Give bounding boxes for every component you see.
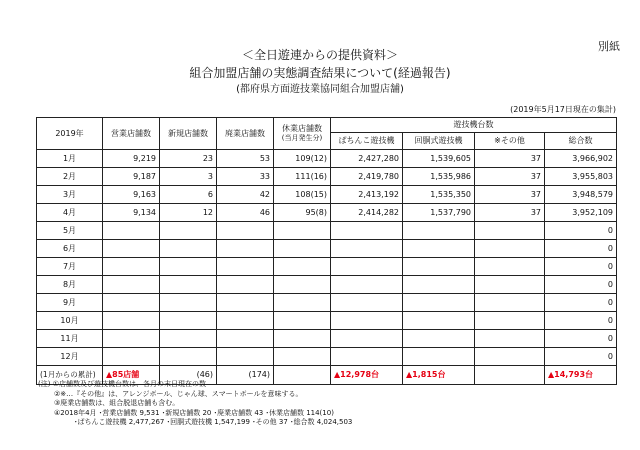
- note-line: ④2018年4月 ･営業店舗数 9,531 ･新規店舗数 20 ･廃業店舗数 43 ･休業店舗数 114(10): [54, 408, 334, 417]
- header-other: ※その他: [475, 133, 545, 150]
- month-cell: 4月: [37, 204, 103, 222]
- other-cell: [475, 222, 545, 240]
- pachinko-cell: [331, 258, 403, 276]
- closed-cell: [217, 312, 274, 330]
- closed-cell: [217, 348, 274, 366]
- suspended-cell: 108(15): [274, 186, 331, 204]
- cumulative-business: ▲85店舗: [103, 366, 160, 385]
- business-cell: [103, 258, 160, 276]
- closed-cell: [217, 294, 274, 312]
- note-line: ②※…『その他』は、アレンジボール、じゃん球、スマートボールを意味する。: [54, 389, 303, 398]
- new-cell: 6: [160, 186, 217, 204]
- month-cell: 12月: [37, 348, 103, 366]
- pachinko-cell: [331, 312, 403, 330]
- suspended-cell: [274, 348, 331, 366]
- table-row: [37, 348, 617, 366]
- pachinko-cell: 2,413,192: [331, 186, 403, 204]
- table-row: [37, 168, 617, 186]
- total-cell: 0: [545, 312, 617, 330]
- business-cell: 9,219: [103, 150, 160, 168]
- closed-cell: [217, 330, 274, 348]
- closed-cell: 33: [217, 168, 274, 186]
- cumulative-pachinko: ▲12,978台: [331, 366, 403, 385]
- suspended-cell: [274, 222, 331, 240]
- other-cell: 37: [475, 150, 545, 168]
- new-cell: 12: [160, 204, 217, 222]
- month-cell: 9月: [37, 294, 103, 312]
- table-row: [37, 330, 617, 348]
- new-cell: [160, 276, 217, 294]
- header-closed-stores: 廃業店舗数: [217, 118, 274, 150]
- kaiten-cell: [403, 258, 475, 276]
- other-cell: 37: [475, 186, 545, 204]
- other-cell: [475, 330, 545, 348]
- table-row: [37, 204, 617, 222]
- business-cell: [103, 222, 160, 240]
- pachinko-cell: [331, 294, 403, 312]
- business-cell: [103, 348, 160, 366]
- cumulative-kaiten: ▲1,815台: [403, 366, 475, 385]
- pachinko-cell: 2,427,280: [331, 150, 403, 168]
- total-cell: 0: [545, 258, 617, 276]
- new-cell: [160, 330, 217, 348]
- new-cell: [160, 222, 217, 240]
- note-line: (注) ①店舗数及び遊技機台数は、各月の末日現在の数: [38, 380, 206, 388]
- document-subtitle: 組合加盟店舗の実態調査結果について(経過報告): [189, 66, 451, 80]
- cumulative-closed: (174): [217, 366, 274, 385]
- closed-cell: [217, 258, 274, 276]
- header-suspended-sub: (当月発生分): [281, 134, 323, 142]
- kaiten-cell: 1,539,605: [403, 150, 475, 168]
- note-line: ③廃業店舗数は、組合脱退店舗も含む。: [54, 399, 180, 407]
- other-cell: [475, 276, 545, 294]
- survey-table: [36, 117, 617, 385]
- closed-cell: [217, 222, 274, 240]
- cumulative-total: ▲14,793台: [545, 366, 617, 385]
- as-of-date: (2019年5月17日現在の集計): [510, 105, 616, 114]
- other-cell: [475, 240, 545, 258]
- attachment-tag: 別紙: [598, 40, 620, 53]
- kaiten-cell: [403, 240, 475, 258]
- new-cell: 3: [160, 168, 217, 186]
- header-business-stores: 営業店舗数: [103, 118, 160, 150]
- table-row: [37, 222, 617, 240]
- business-cell: [103, 240, 160, 258]
- pachinko-cell: [331, 330, 403, 348]
- header-kaiten: 回胴式遊技機: [403, 133, 475, 150]
- header-year: 2019年: [37, 118, 103, 150]
- closed-cell: 53: [217, 150, 274, 168]
- pachinko-cell: 2,419,780: [331, 168, 403, 186]
- header-machines-group: 遊技機台数: [331, 118, 617, 133]
- month-cell: 10月: [37, 312, 103, 330]
- other-cell: 37: [475, 204, 545, 222]
- cumulative-new: (46): [160, 366, 217, 385]
- suspended-cell: [274, 330, 331, 348]
- total-cell: 3,955,803: [545, 168, 617, 186]
- table-row: [37, 312, 617, 330]
- total-cell: 0: [545, 294, 617, 312]
- month-cell: 11月: [37, 330, 103, 348]
- pachinko-cell: [331, 276, 403, 294]
- business-cell: [103, 312, 160, 330]
- kaiten-cell: 1,535,986: [403, 168, 475, 186]
- suspended-cell: [274, 276, 331, 294]
- header-suspended-label: 休業店舗数: [282, 124, 322, 133]
- new-cell: [160, 294, 217, 312]
- cumulative-other: [475, 366, 545, 385]
- business-cell: [103, 294, 160, 312]
- month-cell: 2月: [37, 168, 103, 186]
- table-header-row: [37, 118, 617, 133]
- suspended-cell: 109(12): [274, 150, 331, 168]
- header-total: 総合数: [545, 133, 617, 150]
- kaiten-cell: [403, 348, 475, 366]
- table-row: [37, 150, 617, 168]
- suspended-cell: 95(8): [274, 204, 331, 222]
- table-row: [37, 276, 617, 294]
- total-cell: 0: [545, 330, 617, 348]
- kaiten-cell: [403, 294, 475, 312]
- header-suspended-stores: [274, 118, 331, 150]
- note-line: ･ぱちんこ遊技機 2,477,267 ･回胴式遊技機 1,547,199 ･その他 37 ･総合数 4,024,503: [74, 418, 353, 426]
- business-cell: [103, 330, 160, 348]
- document-title: ＜全日遊連からの提供資料＞: [241, 48, 398, 62]
- closed-cell: [217, 240, 274, 258]
- month-cell: 7月: [37, 258, 103, 276]
- kaiten-cell: 1,535,350: [403, 186, 475, 204]
- business-cell: 9,163: [103, 186, 160, 204]
- new-cell: [160, 348, 217, 366]
- month-cell: 5月: [37, 222, 103, 240]
- new-cell: [160, 258, 217, 276]
- month-cell: 3月: [37, 186, 103, 204]
- table-body: [37, 150, 617, 366]
- kaiten-cell: [403, 276, 475, 294]
- closed-cell: 46: [217, 204, 274, 222]
- table-row: [37, 186, 617, 204]
- suspended-cell: [274, 312, 331, 330]
- total-cell: 3,948,579: [545, 186, 617, 204]
- kaiten-cell: [403, 222, 475, 240]
- total-cell: 0: [545, 240, 617, 258]
- other-cell: [475, 312, 545, 330]
- other-cell: [475, 348, 545, 366]
- total-cell: 0: [545, 348, 617, 366]
- closed-cell: [217, 276, 274, 294]
- suspended-cell: [274, 258, 331, 276]
- suspended-cell: [274, 240, 331, 258]
- closed-cell: 42: [217, 186, 274, 204]
- new-cell: [160, 240, 217, 258]
- table-row: [37, 294, 617, 312]
- pachinko-cell: [331, 348, 403, 366]
- total-cell: 3,966,902: [545, 150, 617, 168]
- total-cell: 0: [545, 276, 617, 294]
- notes: [38, 380, 352, 428]
- cumulative-label: (1月からの累計): [37, 366, 103, 385]
- business-cell: [103, 276, 160, 294]
- new-cell: 23: [160, 150, 217, 168]
- other-cell: [475, 294, 545, 312]
- total-cell: 0: [545, 222, 617, 240]
- business-cell: 9,187: [103, 168, 160, 186]
- other-cell: 37: [475, 168, 545, 186]
- document-subtitle-scope: (都府県方面遊技業協同組合加盟店舗): [236, 84, 404, 95]
- table-row: [37, 258, 617, 276]
- month-cell: 6月: [37, 240, 103, 258]
- month-cell: 1月: [37, 150, 103, 168]
- business-cell: 9,134: [103, 204, 160, 222]
- kaiten-cell: 1,537,790: [403, 204, 475, 222]
- new-cell: [160, 312, 217, 330]
- kaiten-cell: [403, 330, 475, 348]
- pachinko-cell: [331, 240, 403, 258]
- pachinko-cell: 2,414,282: [331, 204, 403, 222]
- other-cell: [475, 258, 545, 276]
- header-new-stores: 新規店舗数: [160, 118, 217, 150]
- header-pachinko: ぱちんこ遊技機: [331, 133, 403, 150]
- kaiten-cell: [403, 312, 475, 330]
- total-cell: 3,952,109: [545, 204, 617, 222]
- month-cell: 8月: [37, 276, 103, 294]
- suspended-cell: [274, 294, 331, 312]
- suspended-cell: 111(16): [274, 168, 331, 186]
- table-row: [37, 240, 617, 258]
- pachinko-cell: [331, 222, 403, 240]
